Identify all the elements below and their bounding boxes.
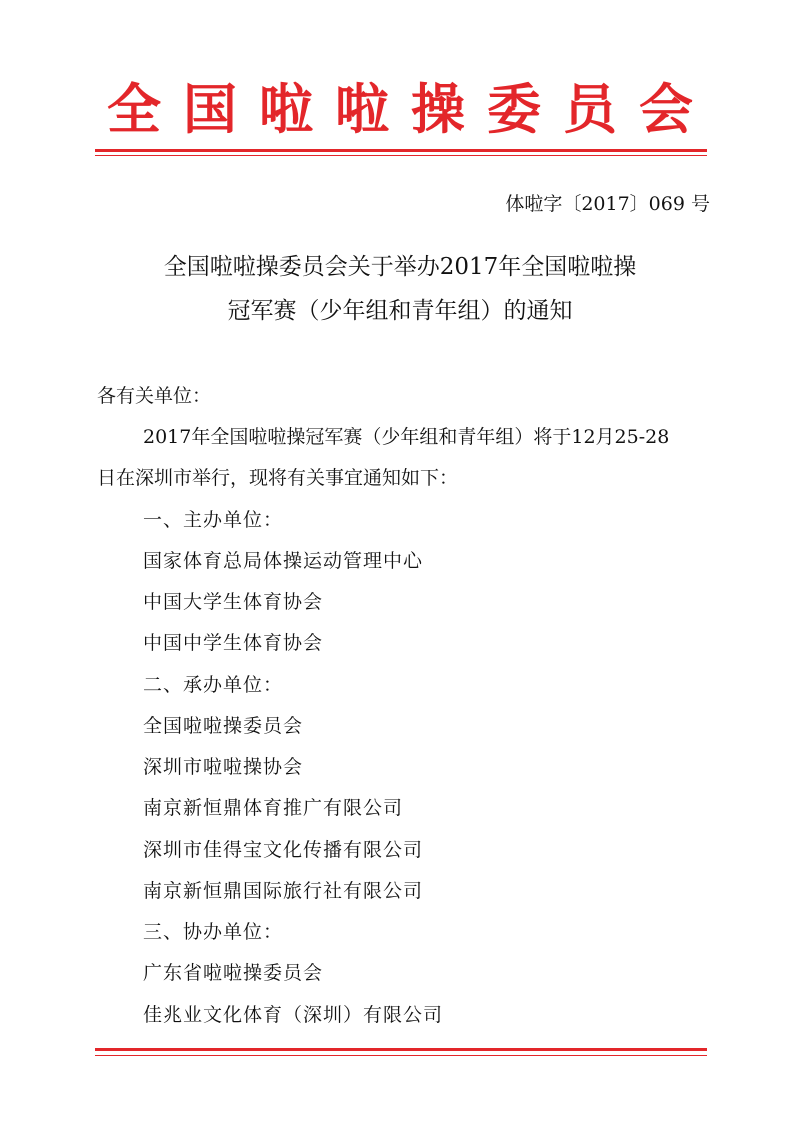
- footer-rule-thick: [95, 1048, 707, 1051]
- footer-rule-thin: [95, 1055, 707, 1056]
- organizer-item: 中国中学生体育协会: [143, 632, 324, 654]
- notice-title-line-2: 冠军赛（少年组和青年组）的通知: [227, 298, 573, 324]
- notice-title-line-1: 全国啦啦操委员会关于举办2017年全国啦啦操: [163, 254, 637, 280]
- co-organizer-item: 佳兆业文化体育（深圳）有限公司: [143, 1004, 444, 1026]
- host-item: 南京新恒鼎体育推广有限公司: [143, 797, 404, 819]
- hosts-heading: 二、承办单位：: [143, 674, 284, 696]
- co-organizer-item: 广东省啦啦操委员会: [143, 962, 324, 984]
- letterhead-rule-thick: [95, 149, 707, 152]
- host-item: 全国啦啦操委员会: [143, 715, 304, 737]
- organizers-heading: 一、主办单位：: [143, 509, 284, 531]
- letterhead-title: 全国啦啦操委员会: [107, 77, 715, 141]
- organizer-item: 国家体育总局体操运动管理中心: [143, 550, 424, 572]
- host-item: 深圳市啦啦操协会: [143, 756, 304, 778]
- organizer-item: 中国大学生体育协会: [143, 591, 324, 613]
- co-organizers-heading: 三、协办单位：: [143, 921, 284, 943]
- host-item: 南京新恒鼎国际旅行社有限公司: [143, 880, 424, 902]
- host-item: 深圳市佳得宝文化传播有限公司: [143, 839, 424, 861]
- document-number: 体啦字〔2017〕069 号: [505, 193, 710, 215]
- intro-line-1: 2017年全国啦啦操冠军赛（少年组和青年组）将于12月25-28: [143, 426, 670, 448]
- intro-line-2: 日在深圳市举行，现将有关事宜通知如下：: [97, 467, 459, 489]
- letterhead-rule-thin: [95, 155, 707, 156]
- salutation: 各有关单位：: [97, 385, 212, 407]
